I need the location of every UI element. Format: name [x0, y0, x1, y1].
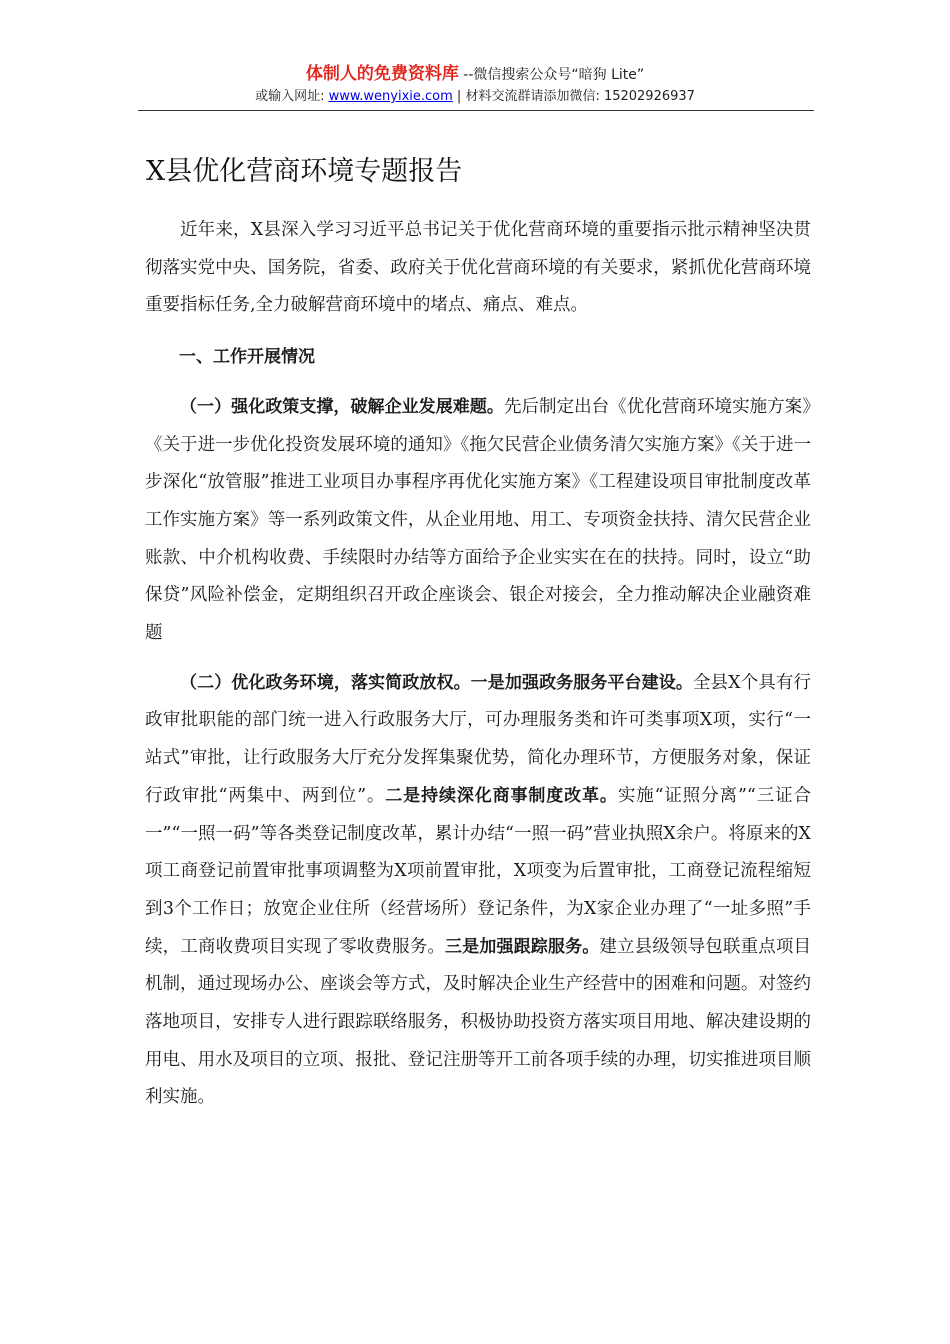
intro-paragraph: 近年来，X县深入学习习近平总书记关于优化营商环境的重要指示批示精神坚决贯彻落实党中央、国务院，省委、政府关于优化营商环境的有关要求，紧抓优化营商环境重要指标任务,全力破解营商环境中的堵点、痛点、难点。 — [145, 220, 811, 316]
section-heading: 一、工作开展情况 — [179, 347, 315, 368]
part1-paragraph — [145, 389, 811, 653]
header-slogan: --微信搜索公众号“暗狗 Lite” — [458, 67, 645, 83]
header-divider — [138, 110, 814, 111]
part2-paragraph — [145, 665, 811, 1117]
document-body — [145, 212, 811, 1117]
part2-point3-text: 建立县级领导包联重点项目机制，通过现场办公、座谈会等方式，及时解决企业生产经营中的困难和问题。对签约落地项目，安排专人进行跟踪联络服务，积极协助投资方落实项目用地、解决建设期的用电、用水及项目的立项、报批、登记注册等开工前各项手续的办理，切实推进项目顺利实施。 — [145, 936, 812, 1108]
part1-text: 先后制定出台《优化营商环境实施方案》《关于进一步优化投资发展环境的通知》《拖欠民营企业债务清欠实施方案》《关于进一步深化“放管服”推进工业项目办事程序再优化实施方案》《工程建设项目审批制度改革工作实施方案》等一系列政策文件，从企业用地、用工、专项资金扶持、清欠民营企业账款、中介机构收费、手续限时办结等方面给予企业实实在在的扶持。同时，设立“助保贷”风险补偿金，定期组织召开政企座谈会、银企对接会，全力推动解决企业融资难题 — [145, 396, 812, 644]
part2-point1-text: 全县X个具有行政审批职能的部门统一进入行政服务大厅，可办理服务类和许可类事项X项，实行“一站式”审批，让行政服务大厅充分发挥集聚优势，简化办理环节，方便服务对象，保证行政审批“两集中、两到位”。 — [145, 672, 811, 806]
part2-point2-title: 二是持续深化商事制度改革。 — [385, 785, 618, 806]
part2-point1-title: 一是加强政务服务平台建设。 — [470, 672, 693, 693]
header-website-link[interactable]: www.wenyixie.com — [328, 89, 453, 104]
header-contact-line — [0, 88, 950, 106]
header-url-prefix: 或输入网址: — [255, 89, 329, 104]
header-brand: 体制人的免费资料库 — [305, 64, 459, 84]
part2-point3-title: 三是加强跟踪服务。 — [445, 936, 600, 957]
part1-lead: （一）强化政策支撑，破解企业发展难题。 — [180, 396, 504, 417]
header-contact: | 材料交流群请添加微信: 15202926937 — [452, 89, 695, 104]
part2-lead: （二）优化政务环境，落实简政放权。 — [180, 672, 471, 693]
header-banner — [0, 64, 950, 85]
part2-point2-text: 实施“证照分离”“三证合一”“一照一码”等各类登记制度改革，累计办结“一照一码”营业执照X余户。将原来的X项工商登记前置审批事项调整为X项前置审批，X项变为后置审批，工商登记流程缩短到3个工作日；放宽企业住所（经营场所）登记条件，为X家企业办理了“一址多照”手续，工商收费项目实现了零收费服务。 — [145, 785, 812, 957]
document-title: X县优化营商环境专题报告 — [146, 156, 463, 187]
